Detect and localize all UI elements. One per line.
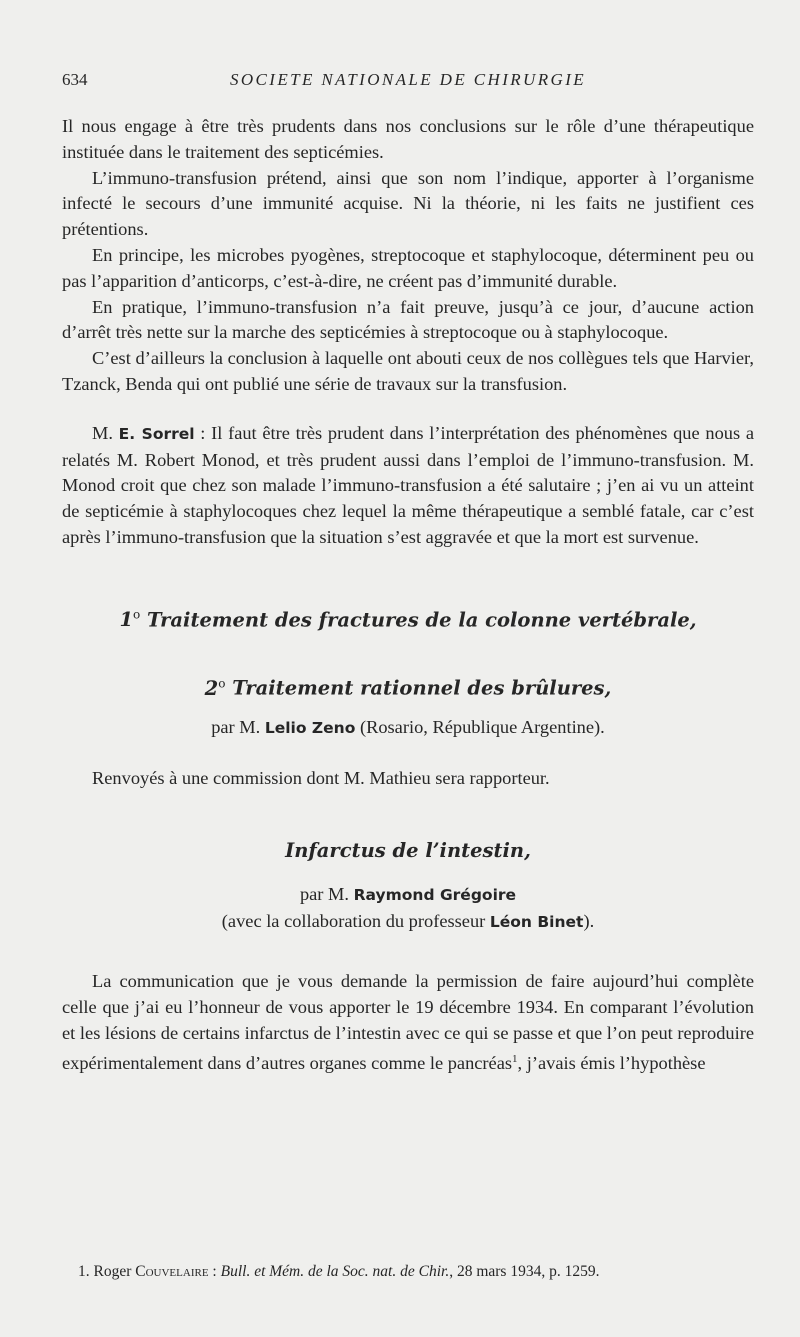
footnote-marker: 1 <box>512 1052 518 1065</box>
footnote-source: Bull. et Mém. de la Soc. nat. de Chir. <box>220 1263 450 1280</box>
collaboration-line: (avec la collaboration du professeur Léon Binet). <box>221 910 595 931</box>
running-title: SOCIETE NATIONALE DE CHIRURGIE <box>229 70 587 89</box>
collaborator-name: Léon Binet <box>489 912 584 931</box>
speaker-prefix: M. <box>92 422 119 443</box>
author-line-gregoire: par M. Raymond Grégoire <box>299 883 517 904</box>
paragraph: L’immuno-transfusion prétend, ainsi que son nom l’indique, apporter à l’organisme infecté le secours d’une immunité acquise. Ni la théorie, ni les faits ne justifient ces prétentions. <box>62 167 754 240</box>
article-body <box>62 114 754 1077</box>
author-name: Lelio Zeno <box>264 719 356 738</box>
paragraph: En pratique, l’immuno-transfusion n’a fait preuve, jusqu’à ce jour, d’aucune action d’arrêt très nette sur la marche des septicémies à streptocoque ou à staphylocoque. <box>62 296 754 343</box>
footnote-author: Couvelaire <box>135 1263 209 1280</box>
speaker-name: E. Sorrel <box>118 424 195 443</box>
title-number: 2$^o$ <box>204 676 226 700</box>
referral-note: Renvoyés à une commission dont M. Mathieu sera rapporteur. <box>92 768 550 789</box>
paragraph: La communication que je vous demande la permission de faire aujourd’hui complète celle que j’ai eu l’honneur de vous apporter le 19 décembre 1934. En comparant l’évolution et les lésions de certains infarctus de l’intestin avec ce qui se passe et que l’on peut reproduire expérimentalement dans d’autres organes comme le pancréas$^1$, j’avais émis l’hypothèse <box>62 971 754 1073</box>
paragraph: Il nous engage à être très prudents dans nos conclusions sur le rôle d’une thérapeutique instituée dans le traitement des septicémies. <box>62 116 754 162</box>
section-title-infarctus: Infarctus de l’intestin, <box>285 838 531 862</box>
section-title-fractures: 1$^o$ Traitement des fractures de la colonne vertébrale, <box>119 607 697 632</box>
title-number: 1$^o$ <box>119 607 141 632</box>
sorrel-paragraph <box>62 421 754 551</box>
speaker-text: : Il faut être très prudent dans l’interprétation des phénomènes que nous a relatés M. Robert Monod, et très prudent aussi dans l’emploi de l’immuno-transfusion. M. Monod croit que chez son malade l’immuno-transfusion a été salutaire ; j’en ai vu un atteint de septicémie à staphylocoques chez lequel la même thérapeutique a semblé fatale, car c’est après l’immuno-transfusion que la situation s’est aggravée et que la mort est survenue. <box>62 422 754 547</box>
page-number: 634 <box>62 70 88 89</box>
page-header <box>62 70 754 96</box>
section-title-brulures: 2$^o$ Traitement rationnel des brûlures, <box>204 676 612 700</box>
footnote: 1. Roger Couvelaire : Bull. et Mém. de la Soc. nat. de Chir., 28 mars 1934, p. 1259. <box>78 1263 600 1280</box>
author-line-zeno: par M. Lelio Zeno (Rosario, République Argentine). <box>211 717 605 738</box>
paragraph: En principe, les microbes pyogènes, streptocoque et staphylocoque, déterminent peu ou pas l’apparition d’anticorps, c’est-à-dire, ne créent pas d’immunité durable. <box>62 244 754 291</box>
paragraph: C’est d’ailleurs la conclusion à laquelle ont abouti ceux de nos collègues tels que Harvier, Tzanck, Benda qui ont publié une série de travaux sur la transfusion. <box>62 348 754 394</box>
author-name: Raymond Grégoire <box>353 885 517 904</box>
